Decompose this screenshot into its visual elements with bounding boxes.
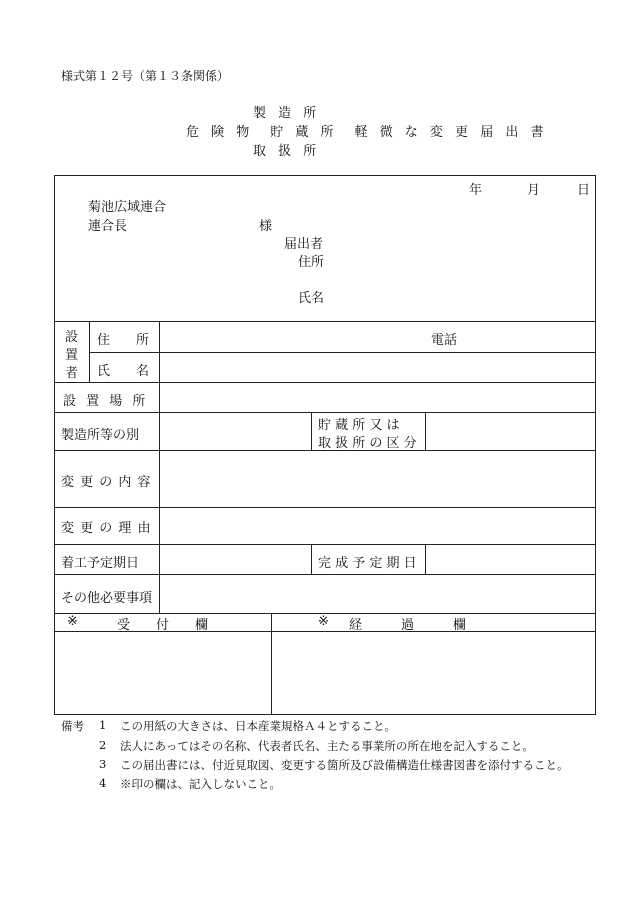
note-text: ※印の欄は、記入しないこと。 [120, 777, 281, 791]
storage-class-label-2: 取 扱 所 の 区 分 [318, 436, 417, 451]
reception-mark: ※ [67, 614, 78, 629]
divider-col [425, 412, 426, 450]
notifier-label: 届出者 [284, 237, 324, 252]
name-label: 氏名 [298, 291, 325, 306]
title-line-1: 製 造 所 [253, 106, 321, 121]
reception-label: 受 付 欄 [117, 618, 209, 633]
other-items-label: その他必要事項 [61, 591, 153, 606]
honorific: 様 [259, 219, 273, 234]
title-line-2: 危 険 物 貯 蔵 所 軽 微 な 変 更 届 出 書 [186, 125, 548, 140]
location-label: 設 置 場 所 [63, 394, 149, 409]
note-number: 3 [99, 757, 107, 771]
divider-col [89, 321, 90, 382]
address-label: 住所 [298, 255, 325, 270]
divider-row [55, 574, 595, 575]
storage-class-label-1: 貯 蔵 所 又 は [318, 418, 400, 433]
divider-row [55, 544, 595, 545]
facility-type-label: 製造所等の別 [61, 428, 140, 443]
divider-col [159, 321, 160, 613]
recipient-title: 連合長 [88, 219, 128, 234]
title-line-3: 取 扱 所 [253, 144, 321, 159]
installer-label-char: 設 [65, 330, 79, 345]
form-number: 様式第１２号（第１３条関係） [61, 69, 230, 83]
note-text: 法人にあってはその名称、代表者氏名、主たる事業所の所在地を記入すること。 [120, 739, 534, 753]
recipient-organization: 菊池広域連合 [88, 200, 167, 215]
installer-name-label: 氏 名 [97, 364, 150, 379]
phone-label: 電話 [431, 333, 458, 348]
progress-mark: ※ [318, 614, 329, 629]
divider-installer [89, 352, 595, 353]
date-year-label: 年 [469, 183, 483, 198]
note-text: この用紙の大きさは、日本産業規格Ａ４とすること。 [120, 719, 396, 733]
notes-heading: 備考 [61, 719, 84, 733]
installer-address-label: 住 所 [97, 333, 150, 348]
divider-row [55, 507, 595, 508]
divider-col [311, 544, 312, 574]
divider-col [271, 613, 272, 715]
installer-label-char: 置 [65, 348, 79, 363]
start-date-label: 着工予定期日 [61, 556, 140, 571]
change-reason-label: 変 更 の 理 由 [61, 521, 152, 536]
note-number: 4 [99, 776, 107, 790]
divider-header [55, 321, 595, 322]
note-number: 1 [99, 718, 107, 732]
date-day-label: 日 [577, 183, 591, 198]
progress-label: 経 過 欄 [349, 618, 467, 633]
installer-label-char: 者 [65, 366, 79, 381]
change-content-label: 変 更 の 内 容 [61, 475, 152, 490]
completion-date-label: 完 成 予 定 期 日 [318, 556, 417, 571]
date-month-label: 月 [527, 183, 541, 198]
divider-col [425, 544, 426, 574]
note-number: 2 [99, 738, 107, 752]
note-text: この届出書には、付近見取図、変更する箇所及び設備構造仕様書図書を添付すること。 [120, 758, 569, 772]
divider-row [55, 382, 595, 383]
divider-row [55, 412, 595, 413]
divider-col [311, 412, 312, 450]
form-table [54, 175, 596, 715]
